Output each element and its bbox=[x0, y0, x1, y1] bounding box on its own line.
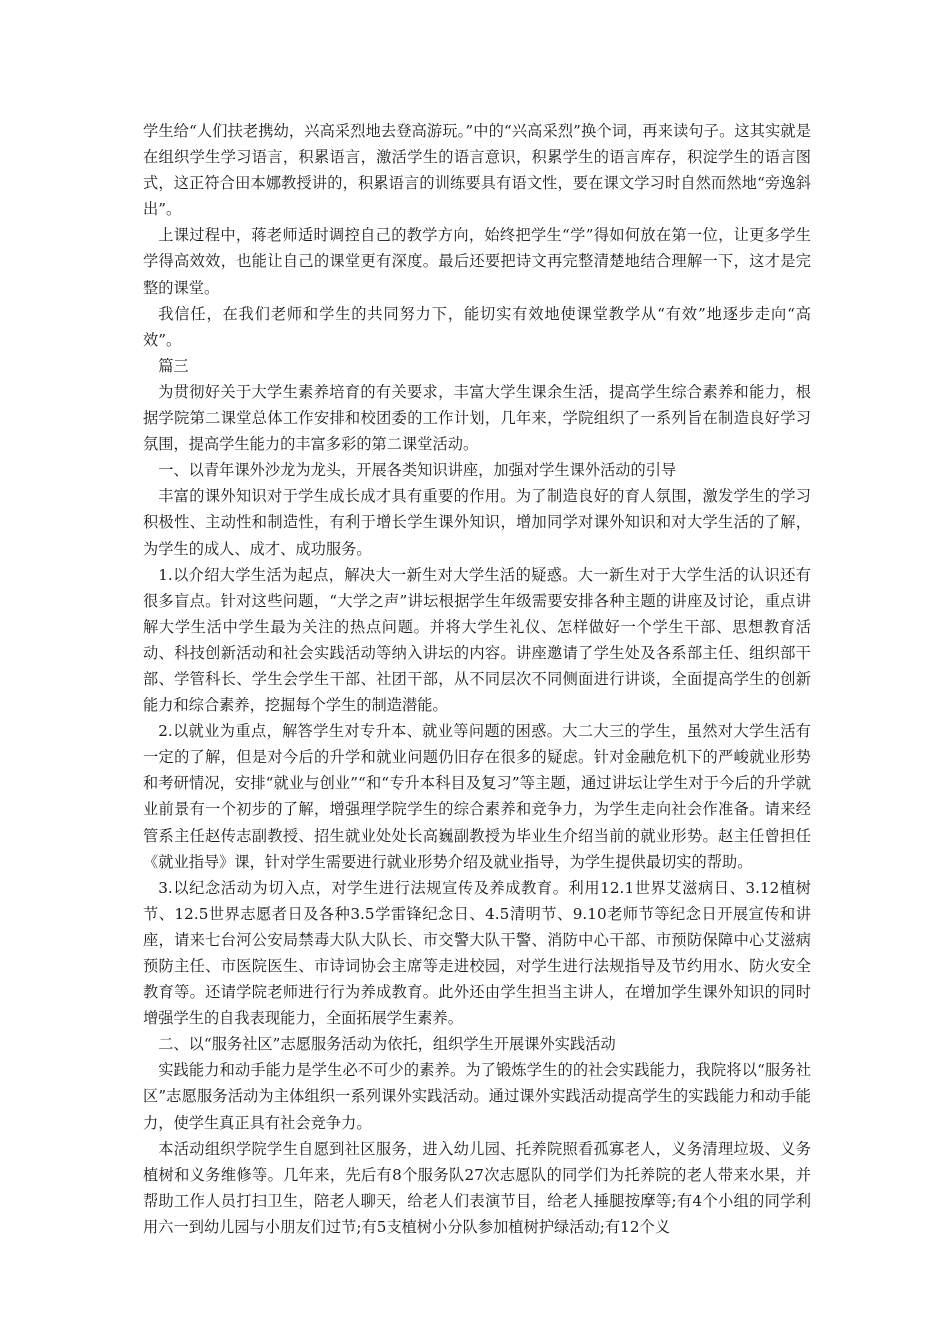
heading-one: 一、以青年课外沙龙为龙头，开展各类知识讲座，加强对学生课外活动的引导 bbox=[158, 461, 677, 480]
list-item-2: 2.以就业为重点，解答学生对专升本、就业等问题的困惑。大二大三的学生，虽然对大学生活有一定的了解，但是对今后的升学和就业问题仍旧存在很多的疑虑。针对金融危机下的严峻就业形势和考研情况，安排“就业与创业”“和“专升本科目及复习”等主题，通过讲坛让学生对于今后的升学就业前景有一个初步的了解，增强理学院学生的综合素养和竞争力，为学生走向社会作准备。请来经管系主任赵传志副教授、招生就业处处长高巍副教授为毕业生介绍当前的就业形势。赵主任曾担任《就业指导》课，针对学生需要进行就业形势介绍及就业指导，为学生提供最切实的帮助。 bbox=[143, 722, 811, 871]
document-page bbox=[143, 118, 811, 1240]
paragraph-intro: 为贯彻好关于大学生素养培育的有关要求，丰富大学生课余生活，提高学生综合素养和能力，根据学院第二课堂总体工作安排和校团委的工作计划，几年来，学院组织了一系列旨在制造良好学习氛围，提高学生能力的丰富多彩的第二课堂活动。 bbox=[143, 382, 811, 454]
paragraph-practice: 实践能力和动手能力是学生必不可少的素养。为了锻炼学生的的社会实践能力，我院将以“服务社区”志愿服务活动为主体组织一系列课外实践活动。通过课外实践活动提高学生的实践能力和动手能力，使学生真正具有社会竞争力。 bbox=[143, 1061, 811, 1132]
list-item-1: 1.以介绍大学生活为起点，解决大一新生对大学生活的疑惑。大一新生对于大学生活的认识还有很多盲点。针对这些问题，“大学之声”讲坛根据学生年级需要安排各种主题的讲座及讨论，重点讲解大学生活中学生最为关注的热点问题。并将大学生礼仪、怎样做好一个学生干部、思想教育活动、科技创新活动和社会实践活动等纳入讲坛的内容。讲座邀请了学生处及各系部主任、组织部干部、学管科长、学生会学生干部、社团干部，从不同层次不同侧面进行讲谈，全面提高学生的创新能力和综合素养，挖掘每个学生的制造潜能。 bbox=[143, 565, 811, 715]
paragraph-class-process: 上课过程中，蒋老师适时调控自己的教学方向，始终把学生“学”得如何放在第一位，让更多学生学得高效效，也能让自己的课堂更有深度。最后还要把诗文再完整清楚地结合理解一下，这才是完整的课堂。 bbox=[143, 226, 811, 297]
paragraph-activities: 本活动组织学院学生自愿到社区服务，进入幼儿园、托养院照看孤寡老人，义务清理垃圾、义务植树和义务维修等。几年来，先后有8个服务队27次志愿队的同学们为托养院的老人带来水果，并帮助工作人员打扫卫生，陪老人聊天，给老人们表演节目，给老人捶腿按摩等;有4个小组的同学利用六一到幼儿园与小朋友们过节;有5支植树小分队参加植树护绿活动;有12个义 bbox=[143, 1139, 811, 1236]
paragraph-knowledge: 丰富的课外知识对于学生成长成才具有重要的作用。为了制造良好的育人氛围，激发学生的学习积极性、主动性和制造性，有利于增长学生课外知识，增加同学对课外知识和对大学生活的了解，为学生的成人、成才、成功服务。 bbox=[143, 487, 811, 558]
list-item-3: 3.以纪念活动为切入点，对学生进行法规宣传及养成教育。利用12.1世界艾滋病日、3.12植树节、12.5世界志愿者日及各种3.5学雷锋纪念日、4.5清明节、9.10老师节等纪念日开展宣传和讲座，请来七台河公安局禁毒大队大队长、市交警大队干警、消防中心干部、市预防保障中心艾滋病预防主任、市医院医生、市诗词协会主席等走进校园，对学生进行法规指导及节约用水、防火安全教育等。还请学院老师进行行为养成教育。此外还由学生担当主讲人，在增加学生课外知识的同时增强学生的自我表现能力，全面拓展学生素养。 bbox=[143, 878, 811, 1028]
section-title: 篇三 bbox=[158, 356, 189, 375]
heading-two: 二、以“服务社区”志愿服务活动为依托，组织学生开展课外实践活动 bbox=[158, 1035, 616, 1054]
paragraph-belief: 我信任，在我们老师和学生的共同努力下，能切实有效地使课堂教学从“有效”地逐步走向“高效”。 bbox=[143, 304, 811, 349]
paragraph-continued: 学生给“人们扶老携幼，兴高采烈地去登高游玩。”中的“兴高采烈”换个词，再来读句子。这其实就是在组织学生学习语言，积累语言，激活学生的语言意识，积累学生的语言库存，积淀学生的语言图式，这正符合田本娜教授讲的，积累语言的训练要具有语文性，要在课文学习时自然而然地“旁逸斜出”。 bbox=[143, 122, 811, 219]
